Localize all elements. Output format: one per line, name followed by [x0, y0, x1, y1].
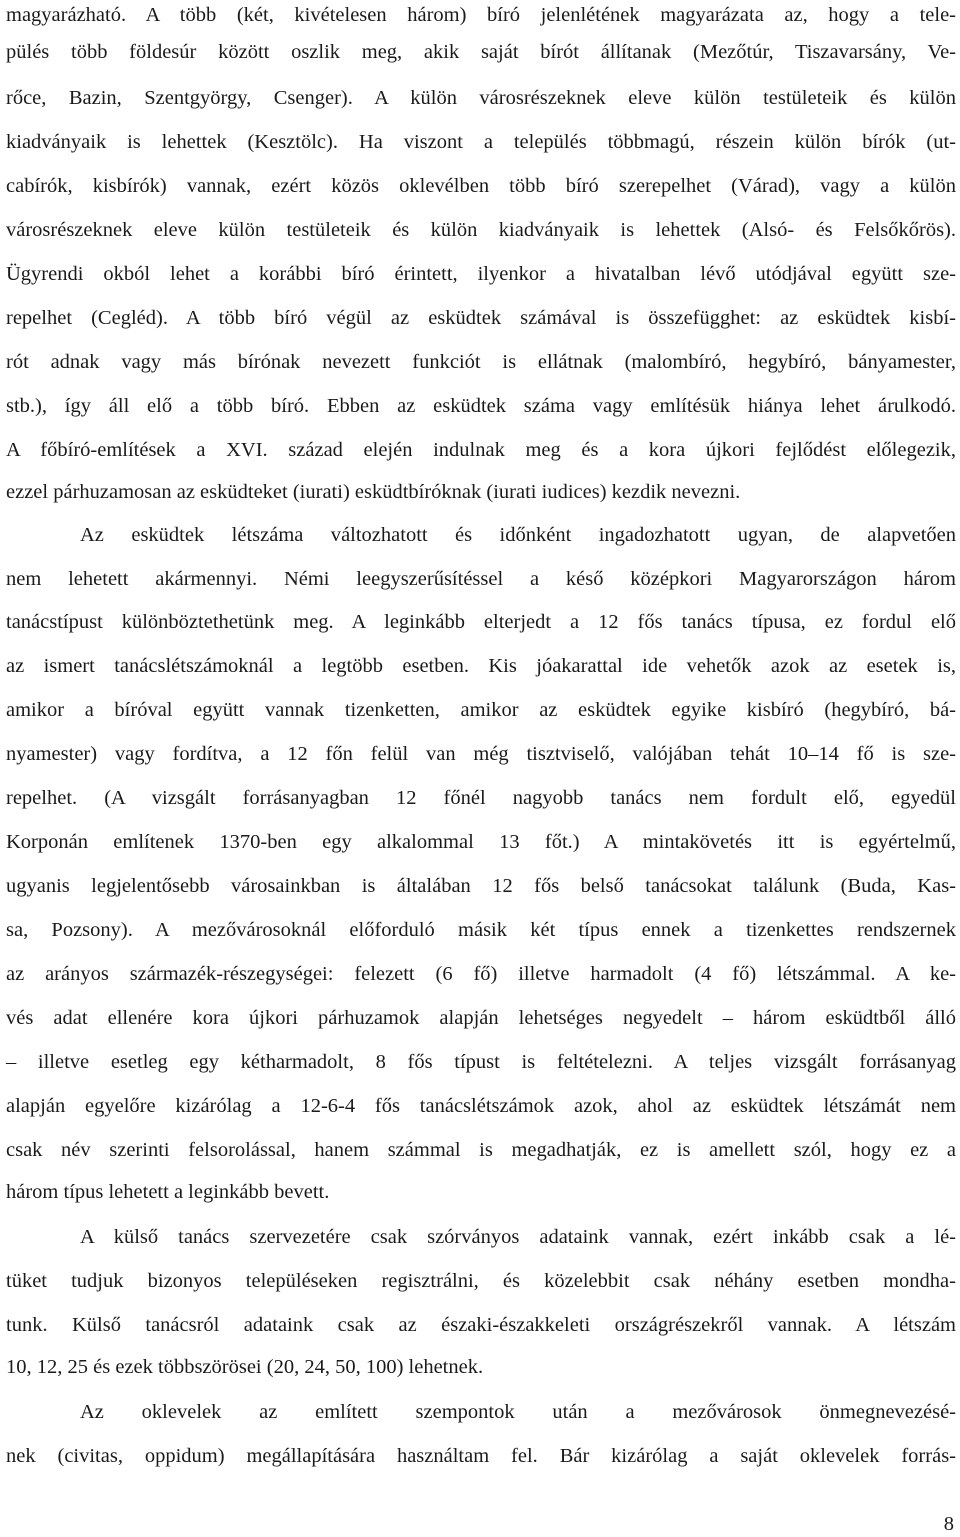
text-line: A főbíró-említések a XVI. század elején indulnak meg és a kora újkori fejlődést előlegezik,: [6, 439, 956, 461]
text-line: ugyanis legjelentősebb városainkban is általában 12 fős belső tanácsokat találunk (Buda, Kas-: [6, 875, 956, 897]
text-line: tanácstípust különböztethetünk meg. A leginkább elterjedt a 12 fős tanács típusa, ez fordul elő: [6, 611, 956, 633]
text-line: amikor a bíróval együtt vannak tizenketten, amikor az esküdtek egyike kisbíró (hegybíró, bá-: [6, 699, 956, 721]
text-line: nek (civitas, oppidum) megállapítására használtam fel. Bár kizárólag a saját oklevelek forrás-: [6, 1445, 956, 1467]
text-line: kiadványaik is lehettek (Kesztölc). Ha viszont a település többmagú, részein külön bírók (ut-: [6, 131, 956, 153]
text-line: sa, Pozsony). A mezővárosoknál előforduló másik két típus ennek a tizenkettes rendszernek: [6, 919, 956, 941]
text-line: az arányos származék-részegységei: felezett (6 fő) illetve harmadolt (4 fő) létszámmal. A ke-: [6, 963, 956, 985]
text-line: alapján egyelőre kizárólag a 12-6-4 fős tanácslétszámok azok, ahol az esküdtek létszámát nem: [6, 1095, 956, 1117]
text-line: városrészeknek eleve külön testületeik és külön kiadványaik is lehettek (Alsó- és Felsőkőrös).: [6, 219, 956, 241]
text-line: cabírók, kisbírók) vannak, ezért közös oklevélben több bíró szerepelhet (Várad), vagy a külön: [6, 175, 956, 197]
text-line: tüket tudjuk bizonyos településeken regisztrálni, és közelebbit csak néhány esetben mondha-: [6, 1270, 956, 1292]
paragraph-first-line: Az oklevelek az említett szempontok után a mezővárosok önmegnevezésé-: [80, 1401, 956, 1423]
text-line: repelhet. (A vizsgált forrásanyagban 12 főnél nagyobb tanács nem fordult elő, egyedül: [6, 787, 956, 809]
text-line: Ügyrendi okból lehet a korábbi bíró érintett, ilyenkor a hivatalban lévő utódjával együtt sze-: [6, 263, 956, 285]
text-line: tunk. Külső tanácsról adataink csak az északi-északkeleti országrészekről vannak. A létszám: [6, 1314, 956, 1336]
text-line: három típus lehetett a leginkább bevett.: [6, 1181, 330, 1203]
text-line: rőce, Bazin, Szentgyörgy, Csenger). A külön városrészeknek eleve külön testületeik és külön: [6, 87, 956, 109]
text-line: 10, 12, 25 és ezek többszörösei (20, 24, 50, 100) lehetnek.: [6, 1356, 484, 1378]
text-line: – illetve esetleg egy kétharmadolt, 8 fős típust is feltételezni. A teljes vizsgált forrásanyag: [6, 1051, 956, 1073]
paragraph-first-line: Az esküdtek létszáma változhatott és időnként ingadozhatott ugyan, de alapvetően: [80, 524, 956, 546]
text-line: repelhet (Cegléd). A több bíró végül az esküdtek számával is összefügghet: az esküdtek kisbí-: [6, 307, 956, 329]
text-line: ezzel párhuzamosan az esküdteket (iurati) esküdtbíróknak (iurati iudices) kezdik nevezni.: [6, 481, 741, 503]
text-line: pülés több földesúr között oszlik meg, akik saját bírót állítanak (Mezőtúr, Tiszavarsány, Ve-: [6, 41, 956, 63]
page-number: 8: [943, 1513, 954, 1535]
text-line: nem lehetett akármennyi. Némi leegyszerűsítéssel a késő középkori Magyarországon három: [6, 568, 956, 590]
text-line: az ismert tanácslétszámoknál a legtöbb esetben. Kis jóakarattal ide vehetők azok az esetek is,: [6, 655, 956, 677]
text-line: stb.), így áll elő a több bíró. Ebben az esküdtek száma vagy említésük hiánya lehet árulkodó.: [6, 395, 956, 417]
text-line: nyamester) vagy fordítva, a 12 főn felül van még tisztviselő, valójában tehát 10–14 fő is sze-: [6, 743, 956, 765]
text-line: csak név szerinti felsorolással, hanem számmal is megadhatják, ez is amellett szól, hogy ez a: [6, 1139, 956, 1161]
text-line: vés adat ellenére kora újkori párhuzamok alapján lehetséges negyedelt – három esküdtből álló: [6, 1007, 956, 1029]
text-line: Korponán említenek 1370-ben egy alkalommal 13 főt.) A mintakövetés itt is egyértelmű,: [6, 831, 956, 853]
paragraph-first-line: A külső tanács szervezetére csak szórványos adataink vannak, ezért inkább csak a lé-: [80, 1226, 956, 1248]
text-line: magyarázható. A több (két, kivételesen három) bíró jelenlétének magyarázata az, hogy a tele-: [6, 4, 956, 26]
text-line: rót adnak vagy más bírónak nevezett funkciót is ellátnak (malombíró, hegybíró, bányamester,: [6, 351, 956, 373]
